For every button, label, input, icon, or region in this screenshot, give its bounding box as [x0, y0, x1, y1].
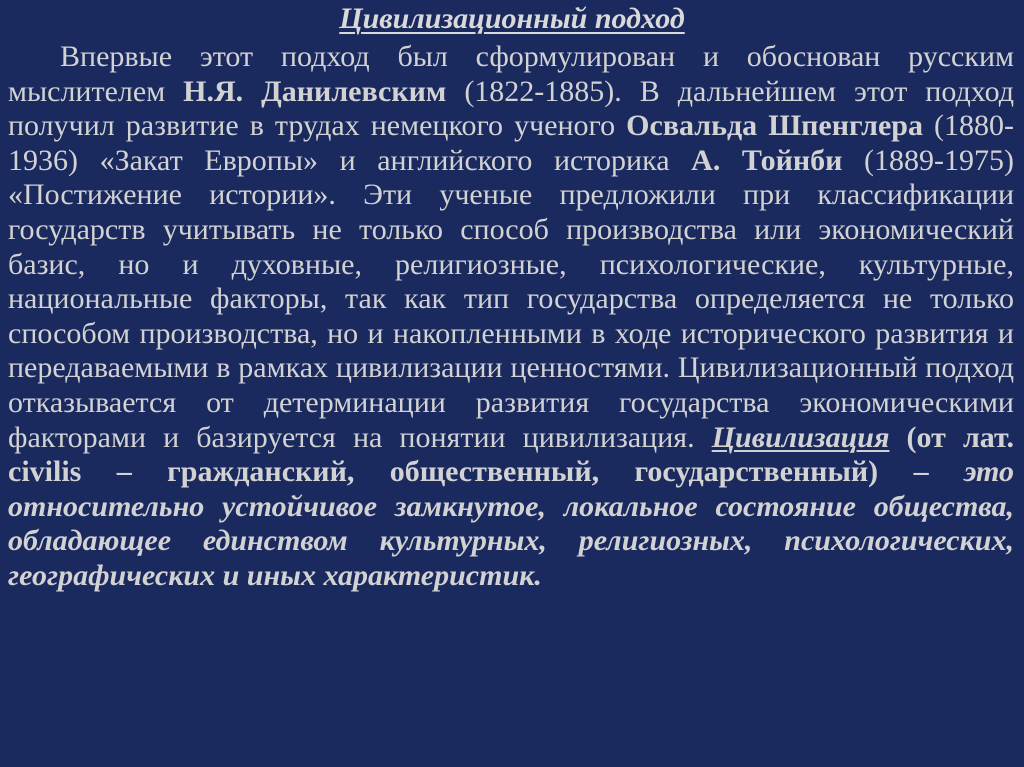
slide-title: Цивилизационный подход: [339, 2, 685, 35]
author-toynbee: А. Тойнби: [691, 143, 843, 177]
text-segment-4: (1889-1975) «Постижение истории». Эти ученые предложили при классификации государств учитывать не только способ производства или экономический базис, но и духовные, религиозные, психологические, культурные, национальные факторы, так как тип государства определяется не только способом производства, но и накопленными в ходе исторического развития и передаваемыми в рамках цивилизации ценностями. Цивилизационный подход отказывается от детерминации развития государства экономическими факторами и базируется на понятии цивилизация.: [8, 143, 1014, 454]
term-definition: это относительно устойчивое замкнутое, локальное состояние общества, обладающее единством культурных, религиозных, психологических, географических и иных характеристик.: [8, 455, 1014, 592]
text-segment-1: Впервые этот подход был сформулирован и обоснован русским мыслителем: [8, 40, 1014, 108]
text-segment-3: (1880-1936) «Закат Европы» и английского историка: [8, 109, 1014, 177]
body-paragraph: [8, 40, 1014, 594]
text-segment-2: (1822-1885). В дальнейшем этот подход получил развитие в трудах немецкого ученого: [8, 74, 1014, 143]
term-etymology: (от лат. civilis – гражданский, общественный, государственный) –: [8, 420, 1014, 489]
definition-term: Цивилизация: [711, 420, 890, 454]
author-danilevsky: Н.Я. Данилевским: [183, 74, 447, 108]
author-spengler: Освальда Шпенглера: [626, 109, 923, 143]
